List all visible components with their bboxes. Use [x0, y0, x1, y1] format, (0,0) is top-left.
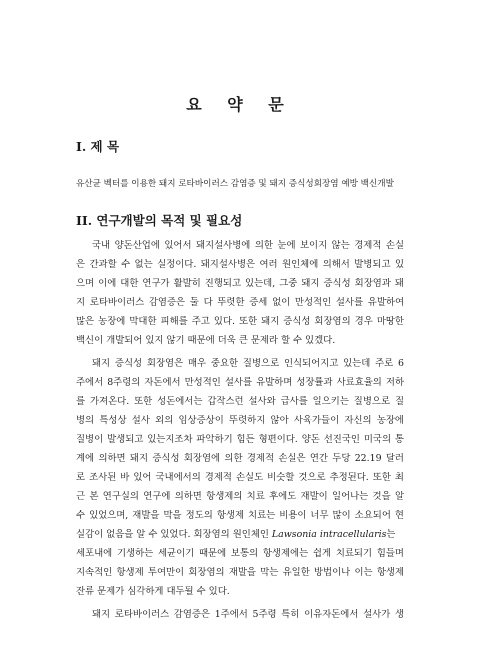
paragraph-line: 계에 의하면 돼지 증식성 회장염에 의한 경제적 손실은 연간 두당 22.19 달러	[76, 453, 404, 464]
paragraph-line: 수 있었으며, 재발을 막을 정도의 항생제 치료는 비용이 너무 많이 소요되어 현	[76, 510, 404, 521]
paragraph-line-with-latin	[76, 529, 404, 541]
paragraph-line: 를 가져온다. 또한 성돈에서는 갑작스런 설사와 급사를 일으키는 질병으로 질	[76, 396, 404, 407]
paragraph-line: 많은 농장에 막대한 피해를 주고 있다. 또한 돼지 증식성 회장염의 경우 마땅한	[76, 316, 404, 327]
paragraph-line: 병의 특성상 설사 외의 임상증상이 뚜렷하지 않아 사육가들이 자신의 농장에	[76, 415, 404, 426]
paragraph-line: 질병이 발생되고 있는지조차 파악하기 힘든 형편이다. 양돈 선진국인 미국의 통	[76, 434, 404, 445]
paragraph-line: 세포내에 기생하는 세균이기 때문에 보통의 항생제에는 쉽게 치료되기 힘들며	[76, 548, 404, 559]
paragraph-line: 잔류 문제가 심각하게 대두될 수 있다.	[76, 586, 230, 597]
paragraph-line: 로 조사된 바 있어 국내에서의 경제적 손실도 비슷할 것으로 추정된다. 또한 최	[76, 472, 404, 483]
paragraph-line: 돼지 로타바이러스 감염증은 1주에서 5주령 특히 이유자돈에서 설사가 생	[92, 609, 404, 620]
paragraph-line: 지속적인 항생제 투여만이 회장염의 재발을 막는 유일한 방법이나 이는 항생제	[76, 567, 404, 578]
document-title: 요 약 문	[186, 95, 294, 114]
line-text: 실감이 없음을 알 수 있었다. 회장염의 원인체인	[76, 529, 272, 540]
paragraph-line: 국내 양돈산업에 있어서 돼지설사병에 의한 눈에 보이지 않는 경제적 손실	[92, 240, 404, 251]
paragraph-line: 으며 이에 대한 연구가 활발히 진행되고 있는데, 그중 돼지 증식성 회장염과 돼	[76, 278, 404, 289]
paragraph-line: 주에서 8주령의 자돈에서 만성적인 설사를 유발하며 성장률과 사료효율의 저하	[76, 377, 404, 388]
section-heading-purpose: II. 연구개발의 목적 및 필요성	[76, 213, 243, 228]
line-suffix: 는	[386, 529, 396, 540]
paragraph-line: 돼지 증식성 회장염은 매우 중요한 질병으로 인식되어지고 있는데 주로 6	[92, 358, 404, 369]
project-subject: 유산균 벡터를 이용한 돼지 로타바이러스 감염증 및 돼지 증식성회장염 예방 백신개발	[76, 179, 394, 189]
paragraph-line: 근 본 연구실의 연구에 의하면 항생제의 치료 후에도 재발이 일어나는 것을 알	[76, 491, 404, 502]
paragraph-line: 은 간과할 수 없는 실정이다. 돼지설사병은 여러 원인체에 의해서 발병되고 있	[76, 259, 404, 270]
paragraph-line: 백신이 개발되어 있지 않기 때문에 더욱 큰 문제라 할 수 있겠다.	[76, 335, 336, 346]
pathogen-latin-name: Lawsonia intracellularis	[271, 529, 387, 540]
paragraph-line: 지 로타바이러스 감염증은 둘 다 뚜렷한 증세 없이 만성적인 설사를 유발하여	[76, 297, 404, 308]
section-heading-title: I. 제 목	[76, 139, 120, 154]
